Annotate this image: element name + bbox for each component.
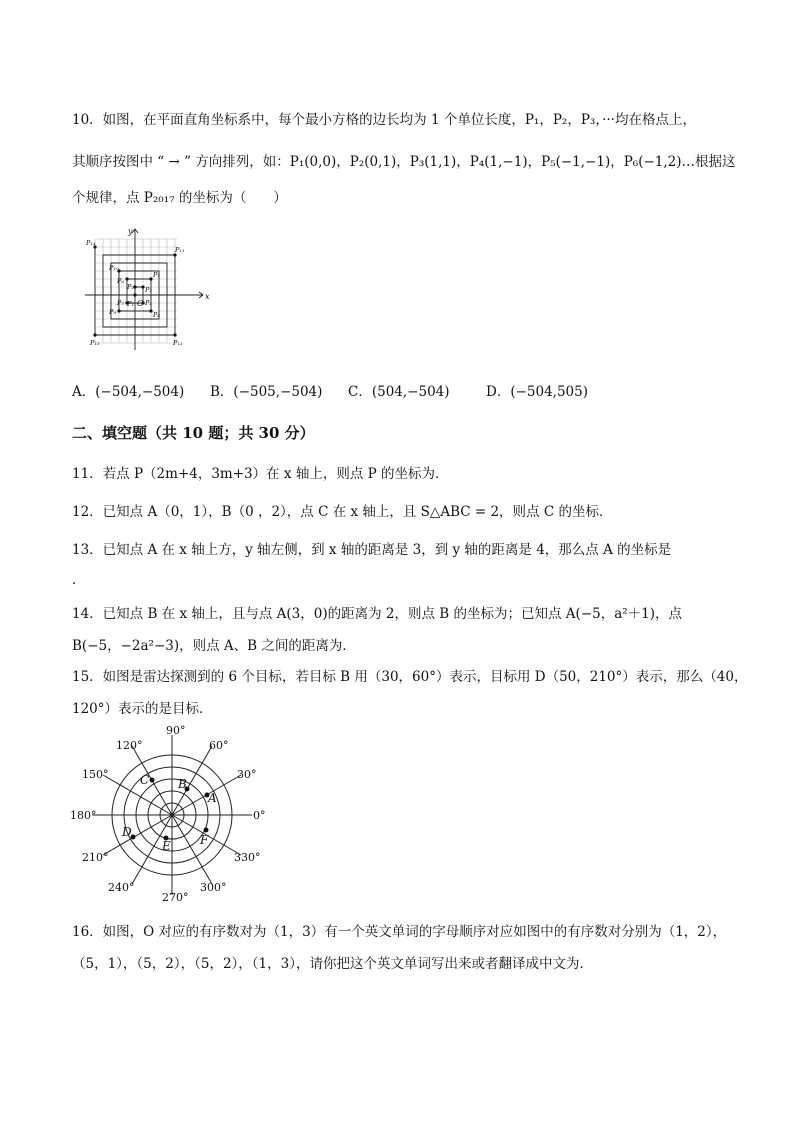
- point-label: P₂: [127, 283, 134, 291]
- target-label: F: [200, 833, 209, 847]
- q15-line1: 15．如图是雷达探测到的 6 个目标，若目标 B 用（30，60°）表示，目标用 D（50，210°）表示，那么（40，: [72, 669, 748, 685]
- angle-label: 300°: [200, 881, 227, 894]
- angle-label: 90°: [166, 724, 186, 737]
- point-label: P₅: [117, 299, 124, 307]
- q12: 12．已知点 A（0，1），B（0 ，2），点 C 在 x 轴上，且 S△ABC = 2，则点 C 的坐标．: [72, 504, 613, 520]
- target-label: A: [208, 791, 217, 805]
- option-label: A．: [72, 384, 96, 400]
- angle-label: 60°: [209, 739, 229, 752]
- point-label: P₁₀: [109, 264, 119, 272]
- angle-label: 0°: [253, 809, 266, 822]
- option-d[interactable]: [486, 380, 588, 400]
- option-value: (−504,505): [510, 384, 588, 400]
- target-label: E: [162, 839, 171, 853]
- point-label: P₇: [153, 271, 160, 279]
- q10-line3: 个规律，点 P₂₀₁₇ 的坐标为（ ）: [72, 190, 287, 206]
- angle-label: 240°: [108, 881, 135, 894]
- option-a[interactable]: [72, 380, 184, 400]
- point-label: P₁₂: [173, 339, 183, 347]
- q11: 11．若点 P（2m+4，3m+3）在 x 轴上，则点 P 的坐标为．: [72, 466, 449, 482]
- point-label: P₄: [145, 299, 152, 307]
- q10-line2: 其顺序按图中 “ → ” 方向排列，如：P₁(0,0)，P₂(0,1)，P₃(1,1)，P₄(1,−1)，P₅(−1,−1)，P₆(−1,2)…根据这: [72, 154, 736, 170]
- option-label: B．: [210, 384, 234, 400]
- origin-label: O: [137, 299, 144, 308]
- point-label: P₈: [153, 311, 160, 319]
- q16-line2: （5，1），（5，2），（5，2），（1，3），请你把这个英文单词写出来或者翻译成中文为．: [72, 956, 593, 972]
- angle-label: 330°: [234, 851, 261, 864]
- section-heading: 二、填空题（共 10 题；共 30 分）: [72, 424, 315, 442]
- angle-label: 150°: [82, 768, 109, 781]
- x-axis-label: x: [205, 292, 210, 301]
- option-label: D．: [486, 384, 511, 400]
- y-axis-label: y: [128, 227, 133, 236]
- angle-label: 270°: [162, 891, 189, 902]
- q10-line1: 10．如图，在平面直角坐标系中，每个最小方格的边长均为 1 个单位长度，P₁，P₂，P₃，···均在格点上，: [72, 112, 696, 128]
- angle-label: 120°: [116, 739, 143, 752]
- option-value: (−504,−504): [95, 384, 185, 400]
- radar-figure: [70, 722, 275, 906]
- q13-line1: 13．已知点 A 在 x 轴上方，y 轴左侧，到 x 轴的距离是 3，到 y 轴的距离是 4，那么点 A 的坐标是: [72, 542, 672, 558]
- target-label: C: [140, 773, 150, 787]
- q14-line2: B(−5，−2a²−3)，则点 A、B 之间的距离为．: [72, 638, 356, 654]
- option-label: C．: [348, 384, 372, 400]
- point-label: P₉: [109, 308, 116, 316]
- q15-line2: 120°）表示的是目标．: [72, 701, 213, 717]
- option-value: (504,−504): [371, 384, 450, 400]
- point-label: P₁: [127, 300, 134, 308]
- point-label: P₃: [145, 286, 152, 294]
- q13-line2: ．: [72, 572, 86, 588]
- target-label: B: [178, 777, 187, 791]
- angle-label: 30°: [237, 768, 257, 781]
- option-value: (−505,−504): [233, 384, 323, 400]
- angle-label: 210°: [82, 851, 109, 864]
- angle-label: 180°: [70, 809, 97, 822]
- point-label: P₁₁: [175, 246, 185, 254]
- spiral-grid-figure: [85, 225, 220, 354]
- point-label: P₁₃: [90, 339, 100, 347]
- option-b[interactable]: [210, 380, 322, 400]
- q16-line1: 16．如图，O 对应的有序数对为（1，3）有一个英文单词的字母顺序对应如图中的有序数对分别为（1，2），: [72, 924, 727, 940]
- point-label: P₆: [117, 277, 124, 285]
- point-label: P₁₄: [86, 239, 96, 247]
- option-c[interactable]: [348, 380, 450, 400]
- q14-line1: 14．已知点 B 在 x 轴上，且与点 A(3，0)的距离为 2，则点 B 的坐标为；已知点 A(−5，a²＋1)，点: [72, 606, 683, 622]
- target-label: D: [122, 825, 132, 839]
